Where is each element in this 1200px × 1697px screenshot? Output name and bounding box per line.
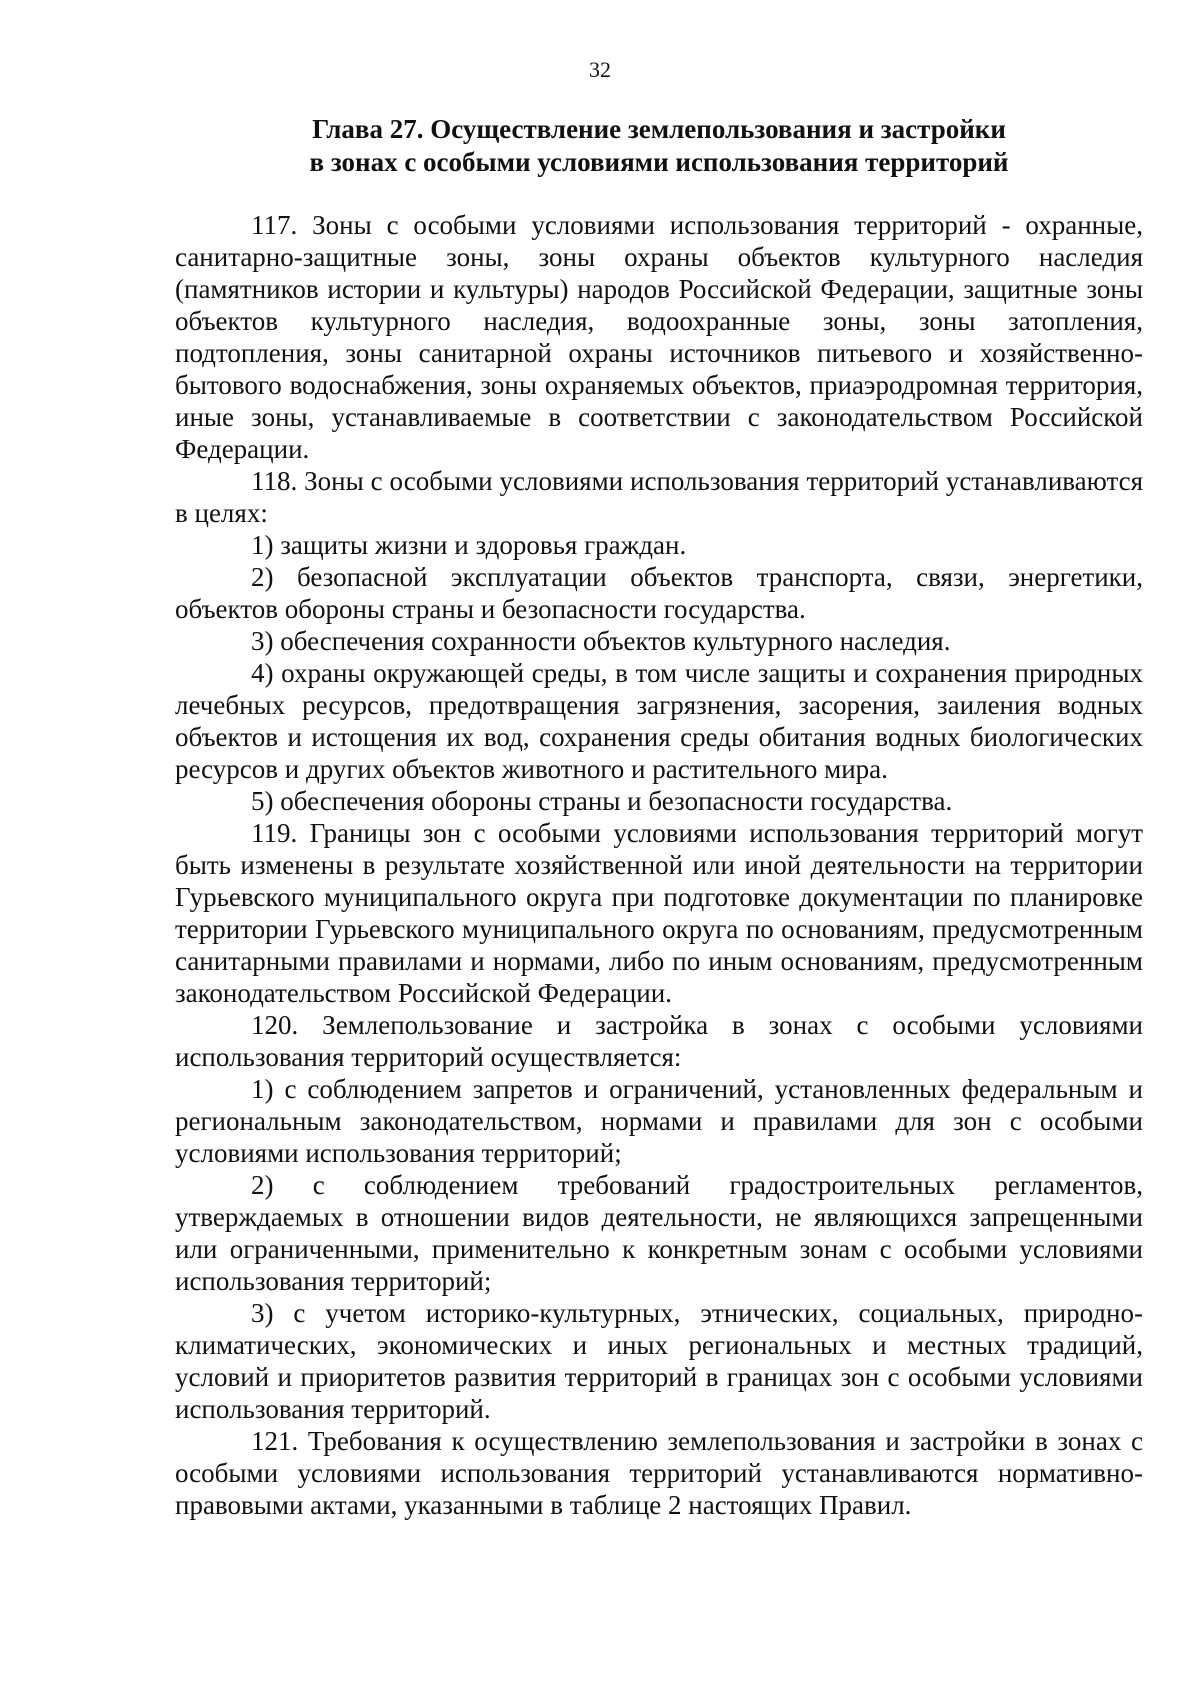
- document-body: [175, 209, 1143, 1521]
- list-item-118-1: 1) защиты жизни и здоровья граждан.: [251, 530, 687, 560]
- list-item-120-2: 2) с соблюдением требований градостроительных регламентов, утверждаемых в отношении видов деятельности, не являющихся запрещенными или ограниченными, применительно к конкретным зонам с особыми условиями использования территорий;: [175, 1170, 1143, 1296]
- paragraph-120: 120. Землепользование и застройка в зонах с особыми условиями использования территорий осуществляется:: [175, 1010, 1143, 1072]
- list-item-118-2: 2) безопасной эксплуатации объектов транспорта, связи, энергетики, объектов обороны страны и безопасности государства.: [175, 562, 1143, 624]
- list-item-118-5: 5) обеспечения обороны страны и безопасности государства.: [251, 786, 953, 816]
- paragraph-121: 121. Требования к осуществлению землепользования и застройки в зонах с особыми условиями использования территорий устанавливаются нормативно-правовыми актами, указанными в таблице 2 настоящих Правил.: [175, 1426, 1143, 1520]
- paragraph-118: 118. Зоны с особыми условиями использования территорий устанавливаются в целях:: [175, 466, 1143, 528]
- list-item-118-4: 4) охраны окружающей среды, в том числе защиты и сохранения природных лечебных ресурсов, предотвращения загрязнения, засорения, заиления водных объектов и истощения их вод, сохранения среды обитания водных биологических ресурсов и других объектов животного и растительного мира.: [175, 658, 1143, 784]
- list-item-120-1: 1) с соблюдением запретов и ограничений, установленных федеральным и региональным законодательством, нормами и правилами для зон с особыми условиями использования территорий;: [175, 1074, 1143, 1168]
- list-item-120-3: 3) с учетом историко-культурных, этнических, социальных, природно-климатических, экономических и иных региональных и местных традиций, условий и приоритетов развития территорий в границах зон с особыми условиями использования территорий.: [175, 1298, 1143, 1424]
- paragraph-119: 119. Границы зон с особыми условиями использования территорий могут быть изменены в результате хозяйственной или иной деятельности на территории Гурьевского муниципального округа при подготовке документации по планировке территории Гурьевского муниципального округа по основаниям, предусмотренным санитарными правилами и нормами, либо по иным основаниям, предусмотренным законодательством Российской Федерации.: [175, 818, 1143, 1008]
- chapter-title-line-2: в зонах с особыми условиями использования территорий: [309, 147, 1009, 177]
- page-number: 32: [589, 57, 611, 82]
- chapter-title-line-1: Глава 27. Осуществление землепользования и застройки: [312, 114, 1006, 144]
- paragraph-117: 117. Зоны с особыми условиями использования территорий - охранные, санитарно-защитные зоны, зоны охраны объектов культурного наследия (памятников истории и культуры) народов Российской Федерации, защитные зоны объектов культурного наследия, водоохранные зоны, зоны затопления, подтопления, зоны санитарной охраны источников питьевого и хозяйственно-бытового водоснабжения, зоны охраняемых объектов, приаэродромная территория, иные зоны, устанавливаемые в соответствии с законодательством Российской Федерации.: [175, 210, 1143, 464]
- list-item-118-3: 3) обеспечения сохранности объектов культурного наследия.: [251, 626, 951, 656]
- chapter-title: [175, 113, 1143, 179]
